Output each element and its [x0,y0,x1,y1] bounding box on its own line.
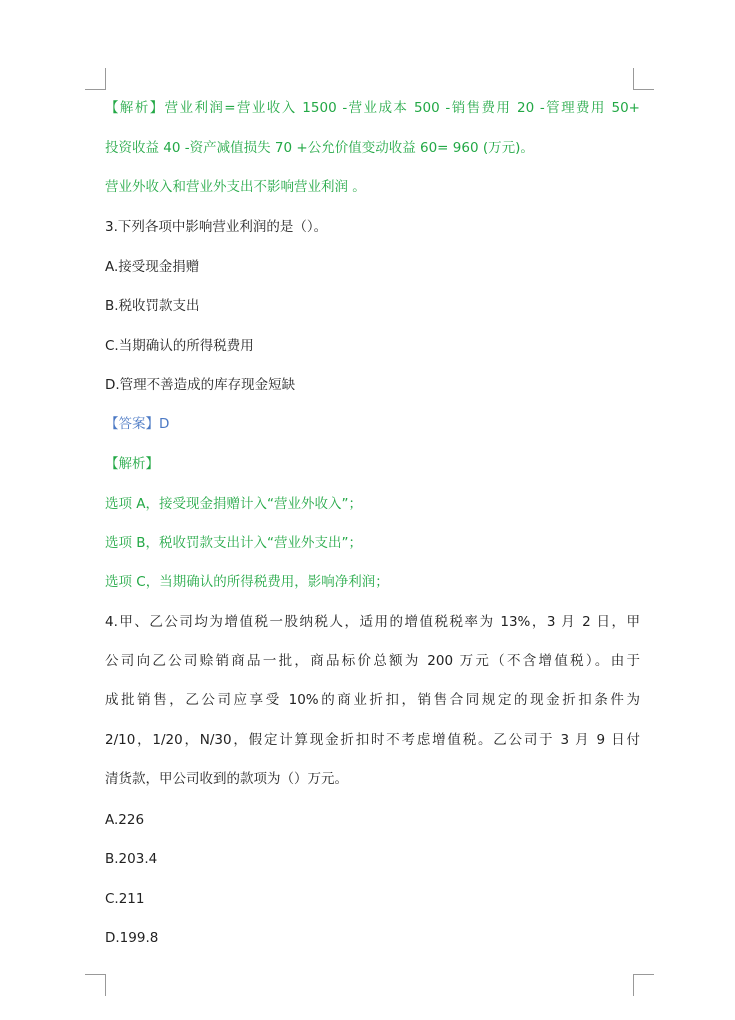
q4-stem-line-2: 公司向乙公司赊销商品一批，商品标价总额为 200 万元（不含增值税）。由于 [105,653,640,669]
prev-analysis-line-3: 营业外收入和营业外支出不影响营业利润 。 [105,179,366,195]
q4-option-d: D.199.8 [105,930,159,946]
corner-mark-bottom-right [633,974,654,996]
corner-mark-top-right [633,68,654,90]
corner-mark-top-left [85,68,106,90]
corner-mark-bottom-left [85,974,106,996]
q3-analysis-line-1: 选项 A，接受现金捐赠计入“营业外收入”； [105,496,363,512]
q4-stem-line-5: 清货款，甲公司收到的款项为（）万元。 [105,771,348,787]
q4-option-b: B.203.4 [105,851,158,867]
q4-stem-line-1: 4.甲、乙公司均为增值税一股纳税人，适用的增值税税率为 13%，3 月 2 日，甲 [105,614,640,630]
q3-analysis-line-3: 选项 C，当期确认的所得税费用，影响净利润； [105,574,389,590]
q3-option-a: A.接受现金捐赠 [105,259,200,275]
q4-stem-line-4: 2/10，1/20，N/30，假定计算现金折扣时不考虑增值税。乙公司于 3 月 9 日付 [105,732,640,748]
q3-answer: 【答案】D [105,416,170,432]
q4-stem-line-3: 成批销售，乙公司应享受 10%的商业折扣，销售合同规定的现金折扣条件为 [105,692,640,708]
q3-option-d: D.管理不善造成的库存现金短缺 [105,377,296,393]
q3-analysis-line-2: 选项 B，税收罚款支出计入“营业外支出”； [105,535,363,551]
q3-stem: 3.下列各项中影响营业利润的是（）。 [105,219,328,235]
q4-option-c: C.211 [105,891,145,907]
q3-analysis-label: 【解析】 [105,456,159,472]
q4-option-a: A.226 [105,812,145,828]
prev-analysis-line-1: 【解析】营业利润=营业收入 1500 -营业成本 500 -销售费用 20 -管理费用 50+ [105,100,640,116]
q3-option-c: C.当期确认的所得税费用 [105,338,254,354]
q3-option-b: B.税收罚款支出 [105,298,200,314]
prev-analysis-line-2: 投资收益 40 -资产减值损失 70 +公允价值变动收益 60= 960 (万元)。 [105,140,534,156]
